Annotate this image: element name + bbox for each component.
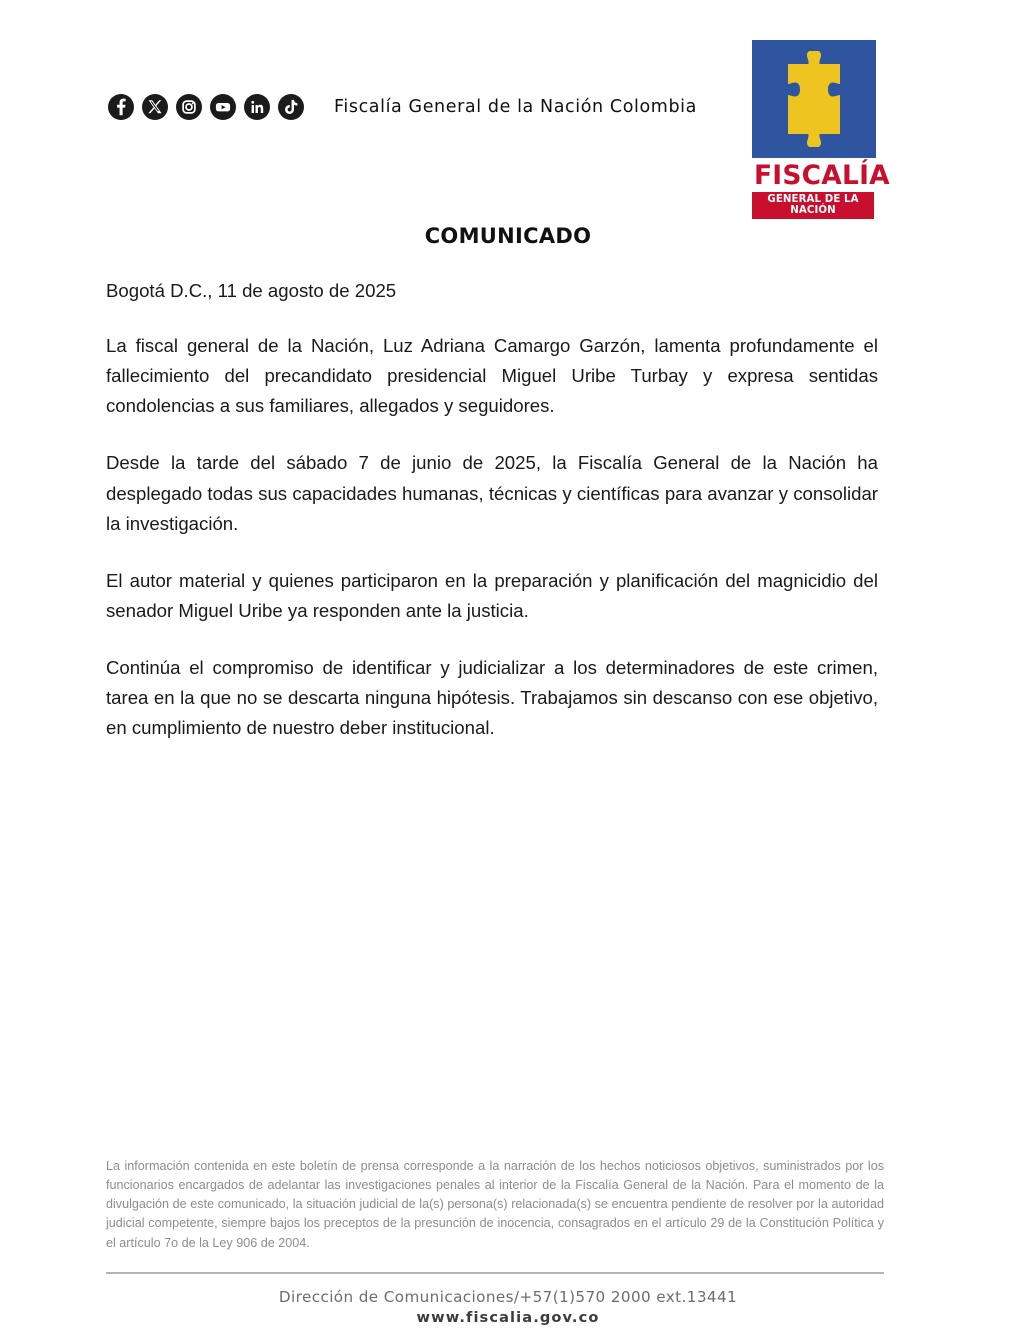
page-title: COMUNICADO bbox=[424, 224, 592, 248]
footer-phone-line: Dirección de Comunicaciones/+57(1)570 2000 ext.13441 bbox=[278, 1288, 738, 1306]
footer-website[interactable]: www.fiscalia.gov.co bbox=[416, 1309, 600, 1326]
fiscalia-logo bbox=[752, 40, 890, 219]
legal-disclaimer: La información contenida en este boletín de prensa corresponde a la narración de los hechos noticiosos objetivos, suministrados por los funcionarios encargados de adelantar las investigaciones penales al interior de la Fiscalía General de la Nación. Para el momento de la divulgación de este comunicado, la situación judicial de la(s) persona(s) relacionada(s) se encuentra pendiente de resolver por la autoridad judicial competente, siempre bajos los preceptos de la presunción de inocencia, consagrados en el artículo 29 de la Constitución Política y el artículo 7o de la Ley 906 de 2004. bbox=[106, 1159, 884, 1250]
body-paragraph: Desde la tarde del sábado 7 de junio de 2025, la Fiscalía General de la Nación ha desplegado todas sus capacidades humanas, técnicas y científicas para avanzar y consolidar la investigación. bbox=[106, 452, 878, 534]
footer-divider bbox=[106, 1272, 884, 1274]
footer-contact bbox=[0, 1288, 1016, 1326]
facebook-icon[interactable] bbox=[108, 94, 134, 120]
social-links-bar bbox=[108, 94, 697, 120]
instagram-icon[interactable] bbox=[176, 94, 202, 120]
dateline: Bogotá D.C., 11 de agosto de 2025 bbox=[106, 280, 397, 301]
body-paragraph: Continúa el compromiso de identificar y judicializar a los determinadores de este crimen, tarea en la que no se descarta ninguna hipótesis. Trabajamos sin descanso con ese objetivo, en cumplimiento de nuestro deber institucional. bbox=[106, 656, 878, 739]
logo-wordmark: FISCALÍA bbox=[754, 160, 890, 191]
document-body bbox=[106, 278, 878, 743]
logo-subtitle: GENERAL DE LA NACIÓN bbox=[752, 192, 874, 219]
x-twitter-icon[interactable] bbox=[142, 94, 168, 120]
header-brand-text: Fiscalía General de la Nación Colombia bbox=[334, 97, 697, 117]
body-paragraph: La fiscal general de la Nación, Luz Adriana Camargo Garzón, lamenta profundamente el fallecimiento del precandidato presidencial Miguel Uribe Turbay y expresa sentidas condolencias a sus familiares, allegados y seguidores. bbox=[106, 335, 878, 417]
youtube-icon[interactable] bbox=[210, 94, 236, 120]
logo-blue-square bbox=[752, 40, 876, 158]
tiktok-icon[interactable] bbox=[278, 94, 304, 120]
document-header bbox=[0, 0, 1016, 216]
body-paragraph: El autor material y quienes participaron en la preparación y planificación del magnicidio del senador Miguel Uribe ya responden ante la justicia. bbox=[106, 569, 878, 621]
puzzle-piece-icon bbox=[774, 51, 854, 147]
linkedin-icon[interactable] bbox=[244, 94, 270, 120]
